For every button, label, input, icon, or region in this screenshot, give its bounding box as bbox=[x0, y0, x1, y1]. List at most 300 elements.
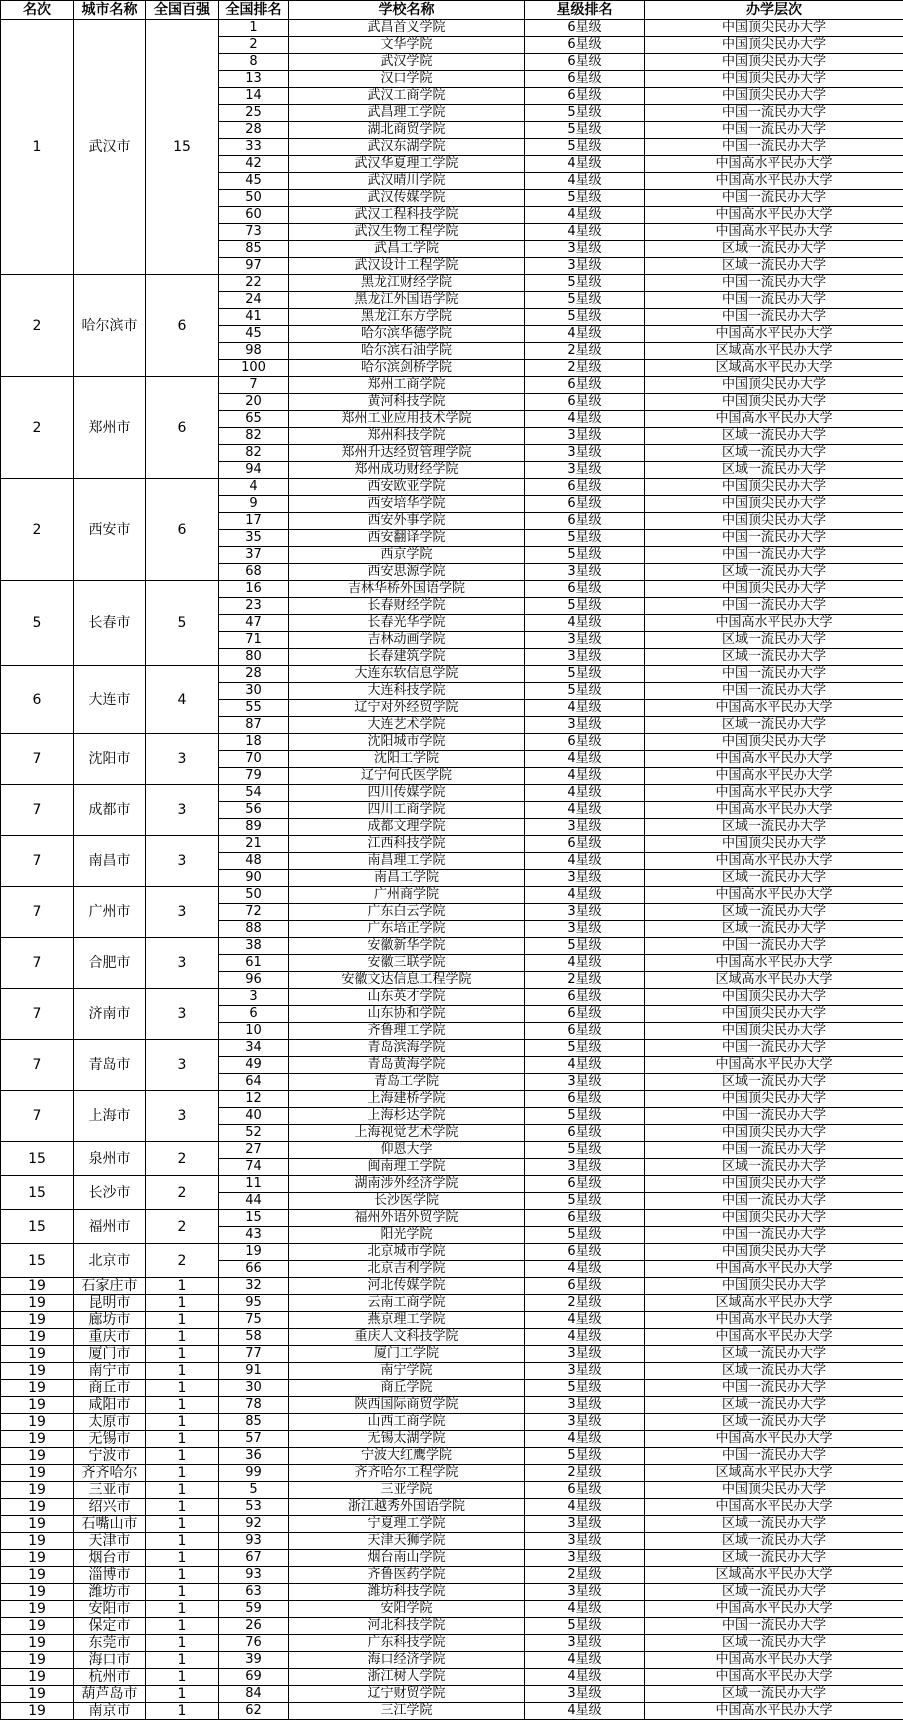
table-row bbox=[1, 1431, 903, 1448]
group-count-cell: 4 bbox=[146, 666, 219, 734]
star-rating-cell: 3星级 bbox=[525, 649, 645, 666]
group-rank-cell: 7 bbox=[1, 887, 74, 938]
school-name-cell: 大连艺术学院 bbox=[289, 717, 525, 734]
level-cell: 区域一流民办大学 bbox=[645, 1635, 903, 1652]
school-name-cell: 浙江树人学院 bbox=[289, 1669, 525, 1686]
star-rating-cell: 4星级 bbox=[525, 1431, 645, 1448]
school-name-cell: 山东协和学院 bbox=[289, 1006, 525, 1023]
national-rank-cell: 66 bbox=[219, 1261, 289, 1278]
group-city-cell: 合肥市 bbox=[74, 938, 146, 989]
level-cell: 中国高水平民办大学 bbox=[645, 955, 903, 972]
national-rank-cell: 45 bbox=[219, 173, 289, 190]
level-cell: 中国顶尖民办大学 bbox=[645, 836, 903, 853]
star-rating-cell: 6星级 bbox=[525, 1125, 645, 1142]
group-rank-cell: 19 bbox=[1, 1329, 74, 1346]
table-row bbox=[1, 275, 903, 292]
national-rank-cell: 79 bbox=[219, 768, 289, 785]
star-rating-cell: 6星级 bbox=[525, 1278, 645, 1295]
group-city-cell: 昆明市 bbox=[74, 1295, 146, 1312]
group-city-cell: 济南市 bbox=[74, 989, 146, 1040]
group-rank-cell: 6 bbox=[1, 666, 74, 734]
star-rating-cell: 6星级 bbox=[525, 734, 645, 751]
star-rating-cell: 6星级 bbox=[525, 377, 645, 394]
national-rank-cell: 30 bbox=[219, 1380, 289, 1397]
national-rank-cell: 43 bbox=[219, 1227, 289, 1244]
star-rating-cell: 3星级 bbox=[525, 904, 645, 921]
header-school-name: 学校名称 bbox=[289, 1, 525, 20]
national-rank-cell: 59 bbox=[219, 1601, 289, 1618]
level-cell: 中国高水平民办大学 bbox=[645, 326, 903, 343]
group-rank-cell: 2 bbox=[1, 275, 74, 377]
level-cell: 中国顶尖民办大学 bbox=[645, 37, 903, 54]
school-name-cell: 上海建桥学院 bbox=[289, 1091, 525, 1108]
national-rank-cell: 63 bbox=[219, 1584, 289, 1601]
level-cell: 中国高水平民办大学 bbox=[645, 802, 903, 819]
national-rank-cell: 82 bbox=[219, 445, 289, 462]
level-cell: 中国高水平民办大学 bbox=[645, 615, 903, 632]
school-name-cell: 西安外事学院 bbox=[289, 513, 525, 530]
group-rank-cell: 19 bbox=[1, 1295, 74, 1312]
star-rating-cell: 6星级 bbox=[525, 513, 645, 530]
school-name-cell: 西京学院 bbox=[289, 547, 525, 564]
group-rank-cell: 19 bbox=[1, 1465, 74, 1482]
star-rating-cell: 4星级 bbox=[525, 1261, 645, 1278]
group-rank-cell: 5 bbox=[1, 581, 74, 666]
level-cell: 中国高水平民办大学 bbox=[645, 1261, 903, 1278]
national-rank-cell: 40 bbox=[219, 1108, 289, 1125]
group-rank-cell: 7 bbox=[1, 1091, 74, 1142]
star-rating-cell: 4星级 bbox=[525, 1312, 645, 1329]
national-rank-cell: 30 bbox=[219, 683, 289, 700]
star-rating-cell: 5星级 bbox=[525, 683, 645, 700]
group-city-cell: 海口市 bbox=[74, 1652, 146, 1669]
star-rating-cell: 4星级 bbox=[525, 751, 645, 768]
level-cell: 中国顶尖民办大学 bbox=[645, 394, 903, 411]
school-name-cell: 福州外语外贸学院 bbox=[289, 1210, 525, 1227]
group-count-cell: 2 bbox=[146, 1142, 219, 1176]
table-row bbox=[1, 1601, 903, 1618]
school-name-cell: 燕京理工学院 bbox=[289, 1312, 525, 1329]
level-cell: 区域一流民办大学 bbox=[645, 258, 903, 275]
star-rating-cell: 5星级 bbox=[525, 1108, 645, 1125]
school-name-cell: 北京吉利学院 bbox=[289, 1261, 525, 1278]
group-rank-cell: 7 bbox=[1, 785, 74, 836]
level-cell: 区域高水平民办大学 bbox=[645, 343, 903, 360]
level-cell: 中国顶尖民办大学 bbox=[645, 1091, 903, 1108]
national-rank-cell: 62 bbox=[219, 1703, 289, 1720]
group-rank-cell: 1 bbox=[1, 20, 74, 275]
star-rating-cell: 3星级 bbox=[525, 819, 645, 836]
level-cell: 中国顶尖民办大学 bbox=[645, 20, 903, 37]
level-cell: 中国高水平民办大学 bbox=[645, 224, 903, 241]
national-rank-cell: 74 bbox=[219, 1159, 289, 1176]
school-name-cell: 江西科技学院 bbox=[289, 836, 525, 853]
school-name-cell: 长沙医学院 bbox=[289, 1193, 525, 1210]
star-rating-cell: 6星级 bbox=[525, 54, 645, 71]
school-name-cell: 齐鲁医药学院 bbox=[289, 1567, 525, 1584]
level-cell: 中国顶尖民办大学 bbox=[645, 734, 903, 751]
star-rating-cell: 5星级 bbox=[525, 1448, 645, 1465]
school-name-cell: 青岛工学院 bbox=[289, 1074, 525, 1091]
star-rating-cell: 6星级 bbox=[525, 496, 645, 513]
school-name-cell: 无锡太湖学院 bbox=[289, 1431, 525, 1448]
national-rank-cell: 80 bbox=[219, 649, 289, 666]
group-count-cell: 6 bbox=[146, 479, 219, 581]
level-cell: 区域一流民办大学 bbox=[645, 904, 903, 921]
national-rank-cell: 28 bbox=[219, 122, 289, 139]
header-level: 办学层次 bbox=[645, 1, 903, 20]
star-rating-cell: 3星级 bbox=[525, 921, 645, 938]
group-count-cell: 1 bbox=[146, 1346, 219, 1363]
level-cell: 中国一流民办大学 bbox=[645, 1448, 903, 1465]
star-rating-cell: 3星级 bbox=[525, 1635, 645, 1652]
school-name-cell: 北京城市学院 bbox=[289, 1244, 525, 1261]
level-cell: 中国顶尖民办大学 bbox=[645, 1278, 903, 1295]
national-rank-cell: 67 bbox=[219, 1550, 289, 1567]
school-name-cell: 湖北商贸学院 bbox=[289, 122, 525, 139]
national-rank-cell: 9 bbox=[219, 496, 289, 513]
level-cell: 中国高水平民办大学 bbox=[645, 411, 903, 428]
level-cell: 区域一流民办大学 bbox=[645, 241, 903, 258]
national-rank-cell: 8 bbox=[219, 54, 289, 71]
school-name-cell: 三亚学院 bbox=[289, 1482, 525, 1499]
school-name-cell: 浙江越秀外国语学院 bbox=[289, 1499, 525, 1516]
group-city-cell: 南昌市 bbox=[74, 836, 146, 887]
level-cell: 中国高水平民办大学 bbox=[645, 207, 903, 224]
group-rank-cell: 15 bbox=[1, 1210, 74, 1244]
school-name-cell: 武汉晴川学院 bbox=[289, 173, 525, 190]
star-rating-cell: 6星级 bbox=[525, 394, 645, 411]
level-cell: 中国一流民办大学 bbox=[645, 1618, 903, 1635]
group-city-cell: 武汉市 bbox=[74, 20, 146, 275]
star-rating-cell: 6星级 bbox=[525, 581, 645, 598]
national-rank-cell: 94 bbox=[219, 462, 289, 479]
level-cell: 中国一流民办大学 bbox=[645, 666, 903, 683]
national-rank-cell: 7 bbox=[219, 377, 289, 394]
level-cell: 中国顶尖民办大学 bbox=[645, 54, 903, 71]
star-rating-cell: 6星级 bbox=[525, 1482, 645, 1499]
school-name-cell: 哈尔滨石油学院 bbox=[289, 343, 525, 360]
star-rating-cell: 5星级 bbox=[525, 1040, 645, 1057]
level-cell: 区域一流民办大学 bbox=[645, 1346, 903, 1363]
national-rank-cell: 53 bbox=[219, 1499, 289, 1516]
table-row bbox=[1, 1499, 903, 1516]
group-rank-cell: 19 bbox=[1, 1686, 74, 1703]
level-cell: 中国高水平民办大学 bbox=[645, 156, 903, 173]
star-rating-cell: 4星级 bbox=[525, 1703, 645, 1720]
level-cell: 中国一流民办大学 bbox=[645, 1193, 903, 1210]
group-city-cell: 商丘市 bbox=[74, 1380, 146, 1397]
national-rank-cell: 82 bbox=[219, 428, 289, 445]
star-rating-cell: 5星级 bbox=[525, 190, 645, 207]
group-rank-cell: 15 bbox=[1, 1142, 74, 1176]
table-row bbox=[1, 20, 903, 37]
group-count-cell: 1 bbox=[146, 1278, 219, 1295]
school-name-cell: 青岛滨海学院 bbox=[289, 1040, 525, 1057]
group-count-cell: 15 bbox=[146, 20, 219, 275]
group-rank-cell: 19 bbox=[1, 1703, 74, 1720]
national-rank-cell: 65 bbox=[219, 411, 289, 428]
star-rating-cell: 3星级 bbox=[525, 1159, 645, 1176]
national-rank-cell: 50 bbox=[219, 887, 289, 904]
national-rank-cell: 12 bbox=[219, 1091, 289, 1108]
star-rating-cell: 3星级 bbox=[525, 462, 645, 479]
school-name-cell: 沈阳工学院 bbox=[289, 751, 525, 768]
level-cell: 中国高水平民办大学 bbox=[645, 1057, 903, 1074]
school-name-cell: 武昌工学院 bbox=[289, 241, 525, 258]
level-cell: 中国顶尖民办大学 bbox=[645, 1244, 903, 1261]
table-row bbox=[1, 1414, 903, 1431]
group-count-cell: 3 bbox=[146, 989, 219, 1040]
level-cell: 中国一流民办大学 bbox=[645, 105, 903, 122]
school-name-cell: 西安思源学院 bbox=[289, 564, 525, 581]
star-rating-cell: 4星级 bbox=[525, 615, 645, 632]
level-cell: 中国一流民办大学 bbox=[645, 683, 903, 700]
group-rank-cell: 15 bbox=[1, 1176, 74, 1210]
level-cell: 中国顶尖民办大学 bbox=[645, 513, 903, 530]
group-rank-cell: 19 bbox=[1, 1346, 74, 1363]
star-rating-cell: 6星级 bbox=[525, 1006, 645, 1023]
level-cell: 中国高水平民办大学 bbox=[645, 1499, 903, 1516]
school-name-cell: 西安培华学院 bbox=[289, 496, 525, 513]
national-rank-cell: 97 bbox=[219, 258, 289, 275]
national-rank-cell: 6 bbox=[219, 1006, 289, 1023]
national-rank-cell: 90 bbox=[219, 870, 289, 887]
national-rank-cell: 73 bbox=[219, 224, 289, 241]
group-city-cell: 西安市 bbox=[74, 479, 146, 581]
school-name-cell: 郑州工商学院 bbox=[289, 377, 525, 394]
level-cell: 中国高水平民办大学 bbox=[645, 751, 903, 768]
level-cell: 中国顶尖民办大学 bbox=[645, 377, 903, 394]
group-city-cell: 青岛市 bbox=[74, 1040, 146, 1091]
level-cell: 中国一流民办大学 bbox=[645, 292, 903, 309]
level-cell: 中国顶尖民办大学 bbox=[645, 496, 903, 513]
national-rank-cell: 99 bbox=[219, 1465, 289, 1482]
group-rank-cell: 19 bbox=[1, 1397, 74, 1414]
national-rank-cell: 55 bbox=[219, 700, 289, 717]
star-rating-cell: 5星级 bbox=[525, 530, 645, 547]
school-name-cell: 齐齐哈尔工程学院 bbox=[289, 1465, 525, 1482]
group-count-cell: 1 bbox=[146, 1652, 219, 1669]
star-rating-cell: 4星级 bbox=[525, 224, 645, 241]
school-name-cell: 武汉工商学院 bbox=[289, 88, 525, 105]
star-rating-cell: 5星级 bbox=[525, 292, 645, 309]
star-rating-cell: 6星级 bbox=[525, 88, 645, 105]
level-cell: 中国顶尖民办大学 bbox=[645, 581, 903, 598]
level-cell: 区域高水平民办大学 bbox=[645, 360, 903, 377]
national-rank-cell: 72 bbox=[219, 904, 289, 921]
national-rank-cell: 98 bbox=[219, 343, 289, 360]
national-rank-cell: 89 bbox=[219, 819, 289, 836]
level-cell: 中国一流民办大学 bbox=[645, 547, 903, 564]
level-cell: 中国一流民办大学 bbox=[645, 1380, 903, 1397]
national-rank-cell: 34 bbox=[219, 1040, 289, 1057]
level-cell: 区域高水平民办大学 bbox=[645, 1567, 903, 1584]
star-rating-cell: 4星级 bbox=[525, 955, 645, 972]
school-name-cell: 海口经济学院 bbox=[289, 1652, 525, 1669]
star-rating-cell: 3星级 bbox=[525, 1397, 645, 1414]
star-rating-cell: 4星级 bbox=[525, 207, 645, 224]
school-name-cell: 河北科技学院 bbox=[289, 1618, 525, 1635]
table-row bbox=[1, 1040, 903, 1057]
star-rating-cell: 4星级 bbox=[525, 1499, 645, 1516]
level-cell: 区域高水平民办大学 bbox=[645, 1465, 903, 1482]
header-top100-count: 全国百强 bbox=[146, 1, 219, 20]
level-cell: 中国高水平民办大学 bbox=[645, 1703, 903, 1720]
star-rating-cell: 3星级 bbox=[525, 1533, 645, 1550]
level-cell: 中国一流民办大学 bbox=[645, 309, 903, 326]
group-city-cell: 石嘴山市 bbox=[74, 1516, 146, 1533]
group-count-cell: 1 bbox=[146, 1550, 219, 1567]
group-city-cell: 重庆市 bbox=[74, 1329, 146, 1346]
group-count-cell: 1 bbox=[146, 1533, 219, 1550]
group-rank-cell: 19 bbox=[1, 1567, 74, 1584]
national-rank-cell: 27 bbox=[219, 1142, 289, 1159]
group-count-cell: 1 bbox=[146, 1397, 219, 1414]
school-name-cell: 武昌首义学院 bbox=[289, 20, 525, 37]
group-city-cell: 长沙市 bbox=[74, 1176, 146, 1210]
school-name-cell: 武汉东湖学院 bbox=[289, 139, 525, 156]
school-name-cell: 武汉生物工程学院 bbox=[289, 224, 525, 241]
star-rating-cell: 3星级 bbox=[525, 1516, 645, 1533]
table-row bbox=[1, 1363, 903, 1380]
group-city-cell: 安阳市 bbox=[74, 1601, 146, 1618]
national-rank-cell: 26 bbox=[219, 1618, 289, 1635]
star-rating-cell: 3星级 bbox=[525, 870, 645, 887]
level-cell: 区域一流民办大学 bbox=[645, 445, 903, 462]
table-row bbox=[1, 1686, 903, 1703]
level-cell: 区域一流民办大学 bbox=[645, 649, 903, 666]
school-name-cell: 青岛黄海学院 bbox=[289, 1057, 525, 1074]
table-row bbox=[1, 734, 903, 751]
group-count-cell: 1 bbox=[146, 1431, 219, 1448]
group-city-cell: 南宁市 bbox=[74, 1363, 146, 1380]
table-row bbox=[1, 1295, 903, 1312]
group-count-cell: 1 bbox=[146, 1669, 219, 1686]
star-rating-cell: 5星级 bbox=[525, 309, 645, 326]
national-rank-cell: 25 bbox=[219, 105, 289, 122]
national-rank-cell: 76 bbox=[219, 1635, 289, 1652]
school-name-cell: 郑州工业应用技术学院 bbox=[289, 411, 525, 428]
level-cell: 区域一流民办大学 bbox=[645, 1516, 903, 1533]
group-city-cell: 成都市 bbox=[74, 785, 146, 836]
group-city-cell: 南京市 bbox=[74, 1703, 146, 1720]
table-row bbox=[1, 1516, 903, 1533]
group-rank-cell: 19 bbox=[1, 1363, 74, 1380]
star-rating-cell: 5星级 bbox=[525, 275, 645, 292]
level-cell: 中国高水平民办大学 bbox=[645, 768, 903, 785]
table-row bbox=[1, 1567, 903, 1584]
school-name-cell: 广州商学院 bbox=[289, 887, 525, 904]
group-city-cell: 太原市 bbox=[74, 1414, 146, 1431]
star-rating-cell: 3星级 bbox=[525, 428, 645, 445]
school-name-cell: 安徽文达信息工程学院 bbox=[289, 972, 525, 989]
school-name-cell: 陕西国际商贸学院 bbox=[289, 1397, 525, 1414]
star-rating-cell: 2星级 bbox=[525, 1295, 645, 1312]
national-rank-cell: 24 bbox=[219, 292, 289, 309]
level-cell: 区域一流民办大学 bbox=[645, 1584, 903, 1601]
star-rating-cell: 5星级 bbox=[525, 1618, 645, 1635]
school-name-cell: 仰恩大学 bbox=[289, 1142, 525, 1159]
group-city-cell: 东莞市 bbox=[74, 1635, 146, 1652]
national-rank-cell: 18 bbox=[219, 734, 289, 751]
star-rating-cell: 2星级 bbox=[525, 360, 645, 377]
school-name-cell: 郑州升达经贸管理学院 bbox=[289, 445, 525, 462]
national-rank-cell: 54 bbox=[219, 785, 289, 802]
table-row bbox=[1, 1618, 903, 1635]
national-rank-cell: 23 bbox=[219, 598, 289, 615]
star-rating-cell: 4星级 bbox=[525, 1652, 645, 1669]
national-rank-cell: 38 bbox=[219, 938, 289, 955]
national-rank-cell: 91 bbox=[219, 1363, 289, 1380]
school-name-cell: 武汉华夏理工学院 bbox=[289, 156, 525, 173]
table-row bbox=[1, 1210, 903, 1227]
group-city-cell: 三亚市 bbox=[74, 1482, 146, 1499]
group-count-cell: 1 bbox=[146, 1618, 219, 1635]
national-rank-cell: 33 bbox=[219, 139, 289, 156]
level-cell: 区域一流民办大学 bbox=[645, 1397, 903, 1414]
group-count-cell: 3 bbox=[146, 1091, 219, 1142]
school-name-cell: 重庆人文科技学院 bbox=[289, 1329, 525, 1346]
table-row bbox=[1, 479, 903, 496]
table-body bbox=[1, 20, 903, 1720]
star-rating-cell: 6星级 bbox=[525, 1176, 645, 1193]
national-rank-cell: 39 bbox=[219, 1652, 289, 1669]
group-rank-cell: 7 bbox=[1, 1040, 74, 1091]
level-cell: 中国高水平民办大学 bbox=[645, 1431, 903, 1448]
level-cell: 中国高水平民办大学 bbox=[645, 700, 903, 717]
table-row bbox=[1, 887, 903, 904]
group-city-cell: 长春市 bbox=[74, 581, 146, 666]
level-cell: 中国一流民办大学 bbox=[645, 122, 903, 139]
star-rating-cell: 3星级 bbox=[525, 1074, 645, 1091]
national-rank-cell: 19 bbox=[219, 1244, 289, 1261]
level-cell: 中国顶尖民办大学 bbox=[645, 71, 903, 88]
header-national-rank: 全国排名 bbox=[219, 1, 289, 20]
group-city-cell: 绍兴市 bbox=[74, 1499, 146, 1516]
group-city-cell: 上海市 bbox=[74, 1091, 146, 1142]
level-cell: 中国高水平民办大学 bbox=[645, 1652, 903, 1669]
group-rank-cell: 19 bbox=[1, 1431, 74, 1448]
group-city-cell: 沈阳市 bbox=[74, 734, 146, 785]
national-rank-cell: 52 bbox=[219, 1125, 289, 1142]
star-rating-cell: 6星级 bbox=[525, 37, 645, 54]
group-count-cell: 1 bbox=[146, 1516, 219, 1533]
level-cell: 中国顶尖民办大学 bbox=[645, 1482, 903, 1499]
school-name-cell: 齐鲁理工学院 bbox=[289, 1023, 525, 1040]
school-name-cell: 上海视觉艺术学院 bbox=[289, 1125, 525, 1142]
group-city-cell: 潍坊市 bbox=[74, 1584, 146, 1601]
school-name-cell: 阳光学院 bbox=[289, 1227, 525, 1244]
national-rank-cell: 49 bbox=[219, 1057, 289, 1074]
school-name-cell: 武昌理工学院 bbox=[289, 105, 525, 122]
school-name-cell: 吉林华桥外国语学院 bbox=[289, 581, 525, 598]
level-cell: 区域一流民办大学 bbox=[645, 870, 903, 887]
header-rank: 名次 bbox=[1, 1, 74, 20]
school-name-cell: 辽宁何氏医学院 bbox=[289, 768, 525, 785]
table-row bbox=[1, 1278, 903, 1295]
group-city-cell: 大连市 bbox=[74, 666, 146, 734]
national-rank-cell: 32 bbox=[219, 1278, 289, 1295]
national-rank-cell: 41 bbox=[219, 309, 289, 326]
school-name-cell: 武汉设计工程学院 bbox=[289, 258, 525, 275]
level-cell: 中国顶尖民办大学 bbox=[645, 479, 903, 496]
group-rank-cell: 19 bbox=[1, 1380, 74, 1397]
star-rating-cell: 4星级 bbox=[525, 853, 645, 870]
table-row bbox=[1, 1091, 903, 1108]
level-cell: 中国高水平民办大学 bbox=[645, 1312, 903, 1329]
national-rank-cell: 14 bbox=[219, 88, 289, 105]
